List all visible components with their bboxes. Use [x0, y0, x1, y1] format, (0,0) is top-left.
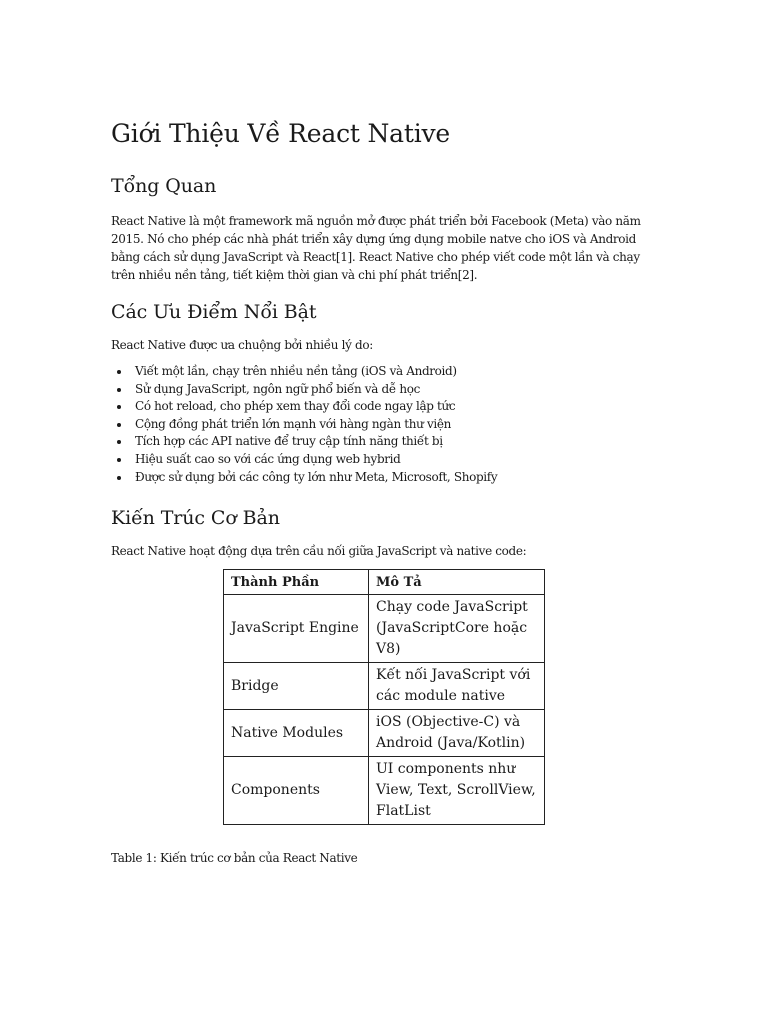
table-cell-description: Kết nối JavaScript với các module native: [369, 663, 545, 710]
table-row: [224, 663, 545, 710]
architecture-intro: React Native hoạt động dựa trên cầu nối giữa JavaScript và native code:: [111, 544, 527, 559]
list-item: • Có hot reload, cho phép xem thay đổi code ngay lập tức: [131, 398, 661, 416]
table-cell-component: JavaScript Engine: [224, 595, 369, 663]
table-cell-description: Chạy code JavaScript (JavaScriptCore hoặc V8): [369, 595, 545, 663]
advantages-intro: React Native được ưa chuộng bởi nhiều lý do:: [111, 338, 373, 352]
document-title: Giới Thiệu Về React Native: [111, 119, 451, 148]
list-item: • Hiệu suất cao so với các ứng dụng web hybrid: [131, 451, 661, 469]
table-cell-description: iOS (Objective-C) và Android (Java/Kotlin): [369, 710, 545, 757]
table-cell-component: Native Modules: [224, 710, 369, 757]
list-item: • Được sử dụng bởi các công ty lớn như Meta, Microsoft, Shopify: [131, 469, 661, 487]
section-heading-overview: Tổng Quan: [111, 175, 217, 197]
table-caption: Table 1: Kiến trúc cơ bản của React Native: [111, 851, 358, 866]
section-heading-architecture: Kiến Trúc Cơ Bản: [111, 507, 280, 530]
list-item: • Sử dụng JavaScript, ngôn ngữ phổ biến và dễ học: [131, 381, 661, 399]
table-header-description: Mô Tả: [369, 570, 545, 595]
architecture-table: [223, 569, 545, 825]
advantages-list: [111, 363, 661, 486]
table-cell-component: Components: [224, 757, 369, 825]
table-row: [224, 710, 545, 757]
table-cell-component: Bridge: [224, 663, 369, 710]
list-item: • Cộng đồng phát triển lớn mạnh với hàng ngàn thư viện: [131, 416, 661, 434]
table-row: [224, 595, 545, 663]
section-heading-advantages: Các Ưu Điểm Nổi Bật: [111, 301, 317, 323]
table-header-component: Thành Phần: [224, 570, 369, 595]
document-content: [111, 116, 661, 867]
list-item: • Tích hợp các API native để truy cập tính năng thiết bị: [131, 433, 661, 451]
list-item: • Viết một lần, chạy trên nhiều nền tảng (iOS và Android): [131, 363, 661, 381]
table-row: [224, 757, 545, 825]
table-header-row: [224, 570, 545, 595]
table-cell-description: UI components như View, Text, ScrollView, FlatList: [369, 757, 545, 825]
overview-paragraph: React Native là một framework mã nguồn mở được phát triển bởi Facebook (Meta) vào năm 2015. Nó cho phép các nhà phát triển xây dựng ứng dụng mobile natve cho iOS và Android bằng cách sử dụng JavaScript và React[1]. React Native cho phép viết code một lần và chạy trên nhiều nền tảng, tiết kiệm thời gian và chi phí phát triển[2].: [111, 214, 641, 282]
